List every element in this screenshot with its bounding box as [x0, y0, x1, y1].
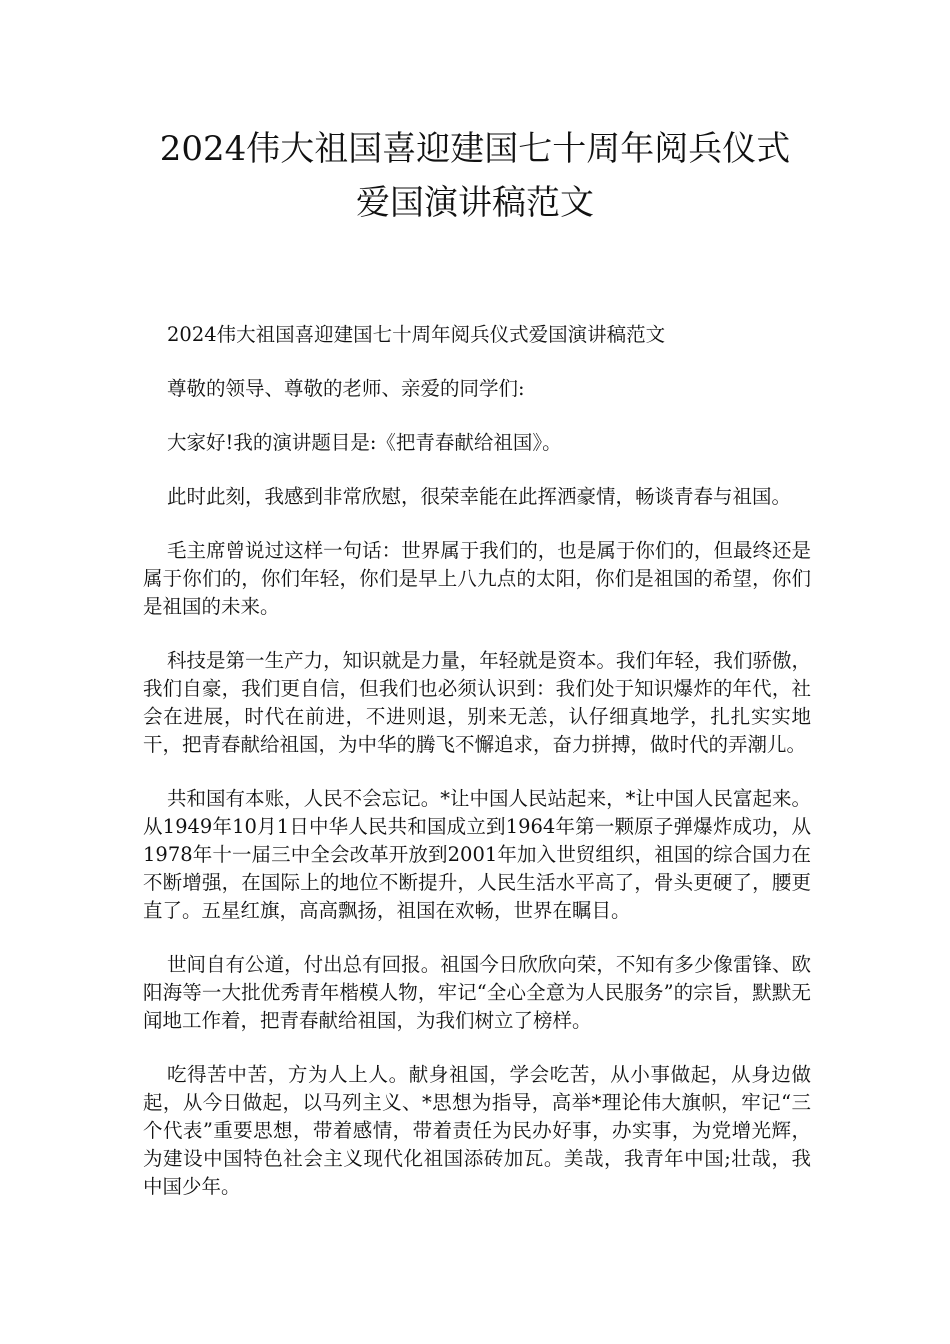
- subtitle-paragraph: 2024伟大祖国喜迎建国七十周年阅兵仪式爱国演讲稿范文: [167, 323, 666, 346]
- document-title: [120, 122, 830, 230]
- body-paragraph: 科技是第一生产力，知识就是力量，年轻就是资本。我们年轻，我们骄傲，我们自豪，我们更自信，但我们也必须认识到：我们处于知识爆炸的年代，社会在进展，时代在前进，不进则退，别来无恙，认仔细真地学，扎扎实实地干，把青春献给祖国，为中华的腾飞不懈追求，奋力拼搏，做时代的弄潮儿。: [143, 649, 811, 756]
- greeting-paragraph: 大家好!我的演讲题目是:《把青春献给祖国》。: [167, 431, 562, 454]
- body-paragraph: 共和国有本账，人民不会忘记。*让中国人民站起来，*让中国人民富起来。从1949年10月1日中华人民共和国成立到1964年第一颗原子弹爆炸成功，从1978年十一届三中全会改革开放到2001年加入世贸组织，祖国的综合国力在不断增强，在国际上的地位不断提升，人民生活水平高了，骨头更硬了，腰更直了。五星红旗，高高飘扬，祖国在欢畅，世界在瞩目。: [143, 787, 811, 922]
- body-paragraph: 世间自有公道，付出总有回报。祖国今日欣欣向荣，不知有多少像雷锋、欧阳海等一大批优秀青年楷模人物，牢记“全心全意为人民服务”的宗旨，默默无闻地工作着，把青春献给祖国，为我们树立了榜样。: [143, 953, 811, 1032]
- salutation-paragraph: 尊敬的领导、尊敬的老师、亲爱的同学们:: [167, 377, 525, 400]
- body-paragraph: 此时此刻，我感到非常欣慰，很荣幸能在此挥洒豪情，畅谈青春与祖国。: [167, 485, 792, 508]
- title-line-1: 2024伟大祖国喜迎建国七十周年阅兵仪式: [159, 129, 791, 169]
- title-line-2: 爱国演讲稿范文: [356, 183, 594, 223]
- document-body: [143, 321, 811, 1227]
- body-paragraph: 毛主席曾说过这样一句话：世界属于我们的，也是属于你们的，但最终还是属于你们的，你们年轻，你们是早上八九点的太阳，你们是祖国的希望，你们是祖国的未来。: [143, 539, 811, 618]
- body-paragraph: 吃得苦中苦，方为人上人。献身祖国，学会吃苦，从小事做起，从身边做起，从今日做起，以马列主义、*思想为指导，高举*理论伟大旗帜，牢记“三个代表”重要思想，带着感情，带着责任为民办好事，办实事，为党增光辉，为建设中国特色社会主义现代化祖国添砖加瓦。美哉，我青年中国;壮哉，我中国少年。: [143, 1063, 811, 1198]
